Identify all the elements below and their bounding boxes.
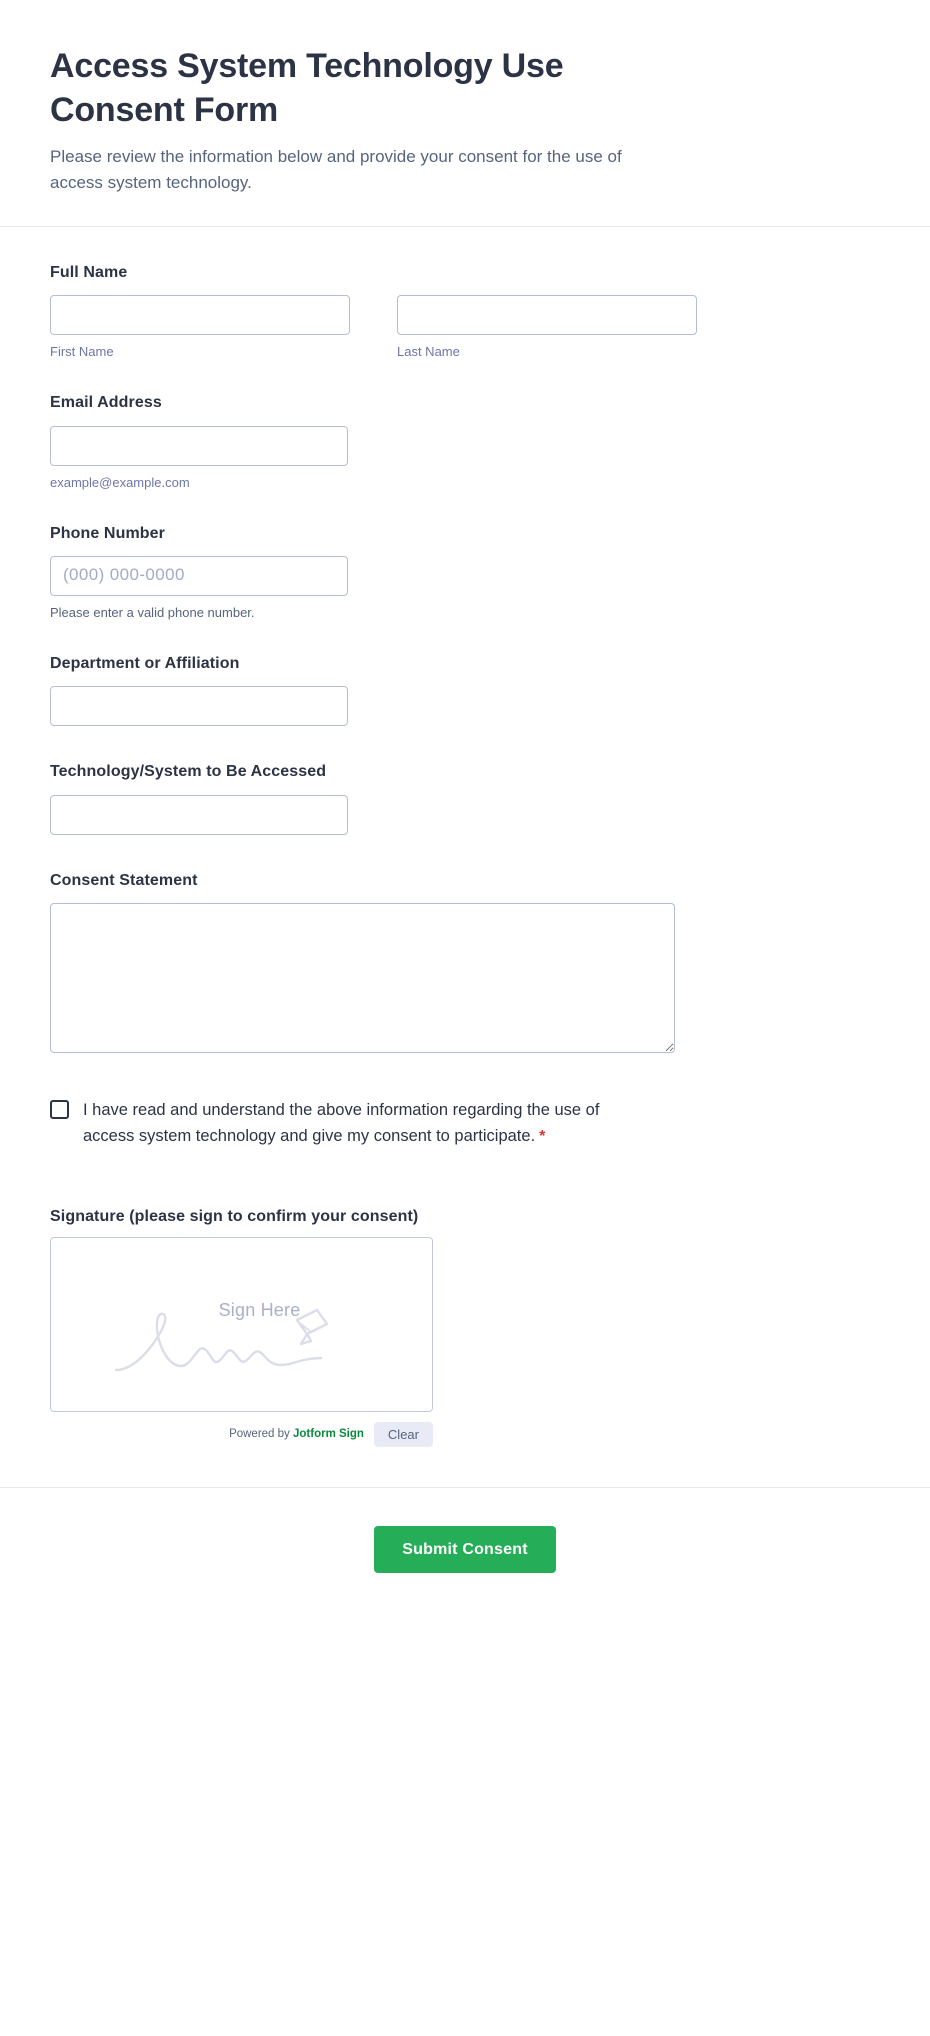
- sign-here-text: Sign Here: [218, 1299, 301, 1320]
- field-phone: [50, 522, 880, 622]
- last-name-input[interactable]: [397, 295, 697, 335]
- consent-statement-textarea[interactable]: [50, 903, 675, 1053]
- email-input[interactable]: [50, 426, 348, 466]
- consent-checkbox-text: I have read and understand the above information regarding the use of access system technology and give my consent to participate.: [83, 1100, 600, 1146]
- phone-label: Phone Number: [50, 524, 165, 542]
- field-department: [50, 652, 880, 726]
- form-body: [0, 227, 930, 1447]
- consent-checkbox-label: [83, 1097, 643, 1150]
- last-name-sublabel: Last Name: [397, 344, 460, 360]
- field-technology: [50, 760, 880, 834]
- technology-label: Technology/System to Be Accessed: [50, 763, 327, 781]
- page-subtitle: Please review the information below and provide your consent for the use of access system technology.: [50, 147, 622, 193]
- powered-by-prefix: Powered by: [229, 1428, 293, 1441]
- clear-signature-button[interactable]: Clear: [374, 1422, 433, 1447]
- submit-consent-button[interactable]: Submit Consent: [374, 1526, 555, 1573]
- page-title: Access System Technology Use Consent Form: [50, 47, 564, 130]
- required-marker: *: [539, 1128, 546, 1146]
- phone-input[interactable]: [50, 556, 348, 596]
- signature-pad[interactable]: [50, 1237, 433, 1412]
- signature-footer: [50, 1422, 433, 1447]
- first-name-col: [50, 295, 350, 361]
- powered-by-text: [229, 1428, 364, 1440]
- signature-squiggle-icon: [111, 1308, 341, 1378]
- field-consent-checkbox: [50, 1097, 880, 1150]
- field-signature: [50, 1208, 880, 1447]
- first-name-sublabel: First Name: [50, 344, 114, 360]
- department-input[interactable]: [50, 686, 348, 726]
- last-name-col: [397, 295, 697, 361]
- signature-label: Signature (please sign to confirm your consent): [50, 1207, 419, 1225]
- full-name-row: [50, 295, 880, 361]
- form-footer: [0, 1487, 930, 1617]
- phone-hint: Please enter a valid phone number.: [50, 604, 255, 620]
- email-label: Email Address: [50, 394, 162, 412]
- consent-checkbox-row[interactable]: [50, 1097, 650, 1150]
- first-name-input[interactable]: [50, 295, 350, 335]
- full-name-label: Full Name: [50, 264, 128, 282]
- email-hint: example@example.com: [50, 474, 190, 490]
- consent-statement-label: Consent Statement: [50, 871, 198, 889]
- form-header: [0, 0, 930, 227]
- technology-input[interactable]: [50, 795, 348, 835]
- field-consent-statement: [50, 869, 880, 1053]
- field-email: [50, 391, 880, 491]
- field-full-name: [50, 261, 880, 361]
- department-label: Department or Affiliation: [50, 655, 240, 673]
- jotform-sign-brand: Jotform Sign: [293, 1428, 364, 1441]
- consent-checkbox[interactable]: [50, 1100, 69, 1119]
